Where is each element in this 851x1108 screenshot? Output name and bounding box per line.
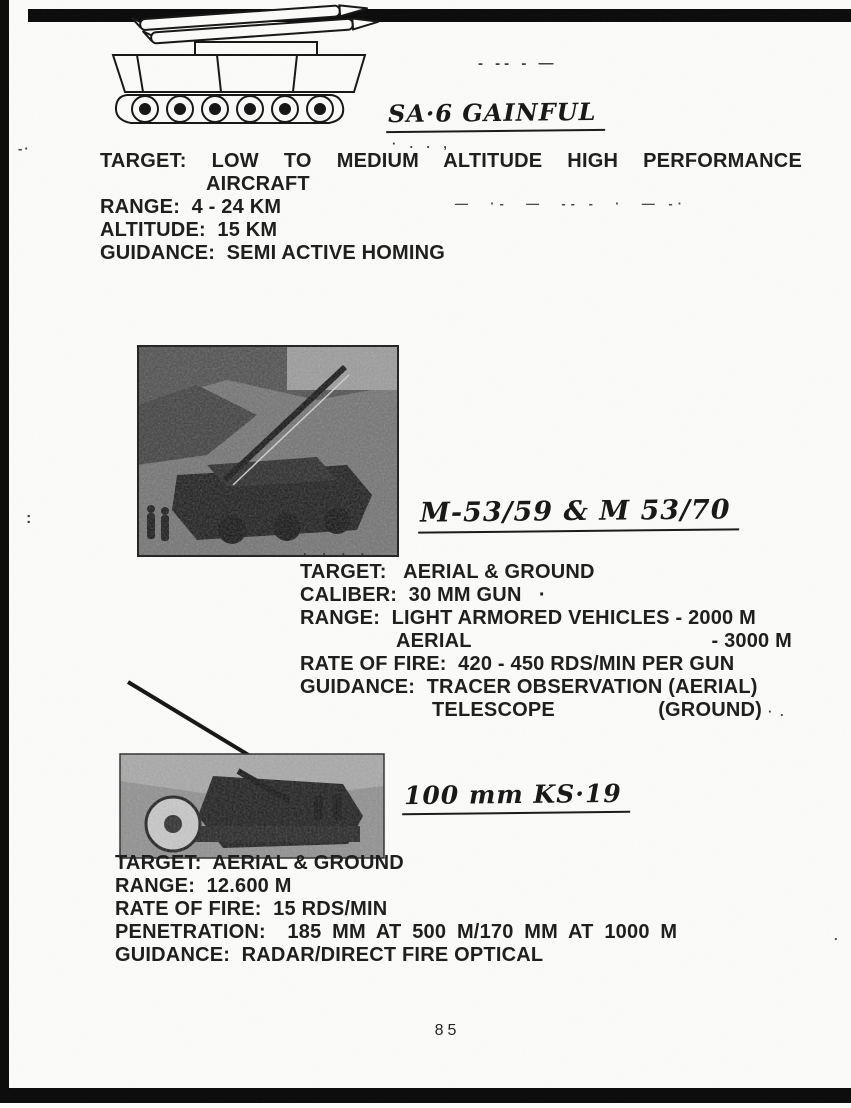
m53-guidance-ground-value: (GROUND): [658, 699, 762, 721]
ks19-guidance-line: GUIDANCE: RADAR/DIRECT FIRE OPTICAL: [115, 944, 544, 966]
sa6-title: SA·6 GAINFUL: [386, 97, 605, 133]
sa6-vehicle-drawing: [95, 4, 387, 149]
scan-artifact: -·: [18, 141, 31, 156]
page-number: 85: [434, 1022, 461, 1039]
ks19-target-line: TARGET: AERIAL & GROUND: [115, 852, 404, 874]
m53-range-aerial-line: [300, 630, 792, 653]
scan-edge-bottom: [0, 1088, 851, 1103]
sa6-guidance-line: GUIDANCE: SEMI ACTIVE HOMING: [100, 242, 446, 264]
sa6-altitude-line: ALTITUDE: 15 KM: [100, 219, 278, 241]
scan-artifact: .: [834, 928, 840, 943]
sa6-specs: [100, 150, 802, 265]
m53-rate-line: RATE OF FIRE: 420 - 450 RDS/MIN PER GUN: [300, 653, 735, 675]
m53-range-aerial-value: - 3000 M: [711, 630, 792, 652]
scan-edge-left: [0, 0, 9, 1103]
m53-range-line: RANGE: LIGHT ARMORED VEHICLES - 2000 M: [300, 607, 756, 629]
m53-title: M-53/59 & M 53/70: [418, 494, 739, 533]
scan-artifact: - -- - —: [478, 55, 558, 72]
scan-artifact: :: [26, 510, 34, 527]
scan-artifact: · .: [768, 704, 786, 719]
m53-guidance-telescope-label: TELESCOPE: [432, 699, 555, 721]
sa6-range-line: RANGE: 4 - 24 KM: [100, 196, 282, 218]
m53-guidance-line: GUIDANCE: TRACER OBSERVATION (AERIAL): [300, 676, 758, 698]
scan-artifact: . . . .: [303, 543, 371, 558]
sa6-target-line: TARGET: LOW TO MEDIUM ALTITUDE HIGH PERFORMANCE: [100, 150, 802, 172]
ks19-title: 100 mm KS·19: [402, 779, 630, 815]
ks19-photo: [118, 676, 388, 866]
scan-artifact: · . . ,: [392, 136, 449, 151]
ks19-specs: [115, 852, 677, 967]
m53-range-aerial-label: AERIAL: [396, 630, 472, 652]
m53-photo: [137, 345, 399, 562]
ks19-penetration-line: PENETRATION: 185 MM AT 500 M/170 MM AT 1000 M: [115, 921, 678, 943]
scan-artifact: — ·- — -- - · — -·: [455, 196, 687, 211]
sa6-target-continued: AIRCRAFT: [206, 173, 310, 195]
m53-caliber-line: CALIBER: 30 MM GUN ·: [300, 584, 546, 606]
ks19-rate-line: RATE OF FIRE: 15 RDS/MIN: [115, 898, 388, 920]
m53-target-line: TARGET: AERIAL & GROUND: [300, 561, 595, 583]
ks19-range-line: RANGE: 12.600 M: [115, 875, 292, 897]
